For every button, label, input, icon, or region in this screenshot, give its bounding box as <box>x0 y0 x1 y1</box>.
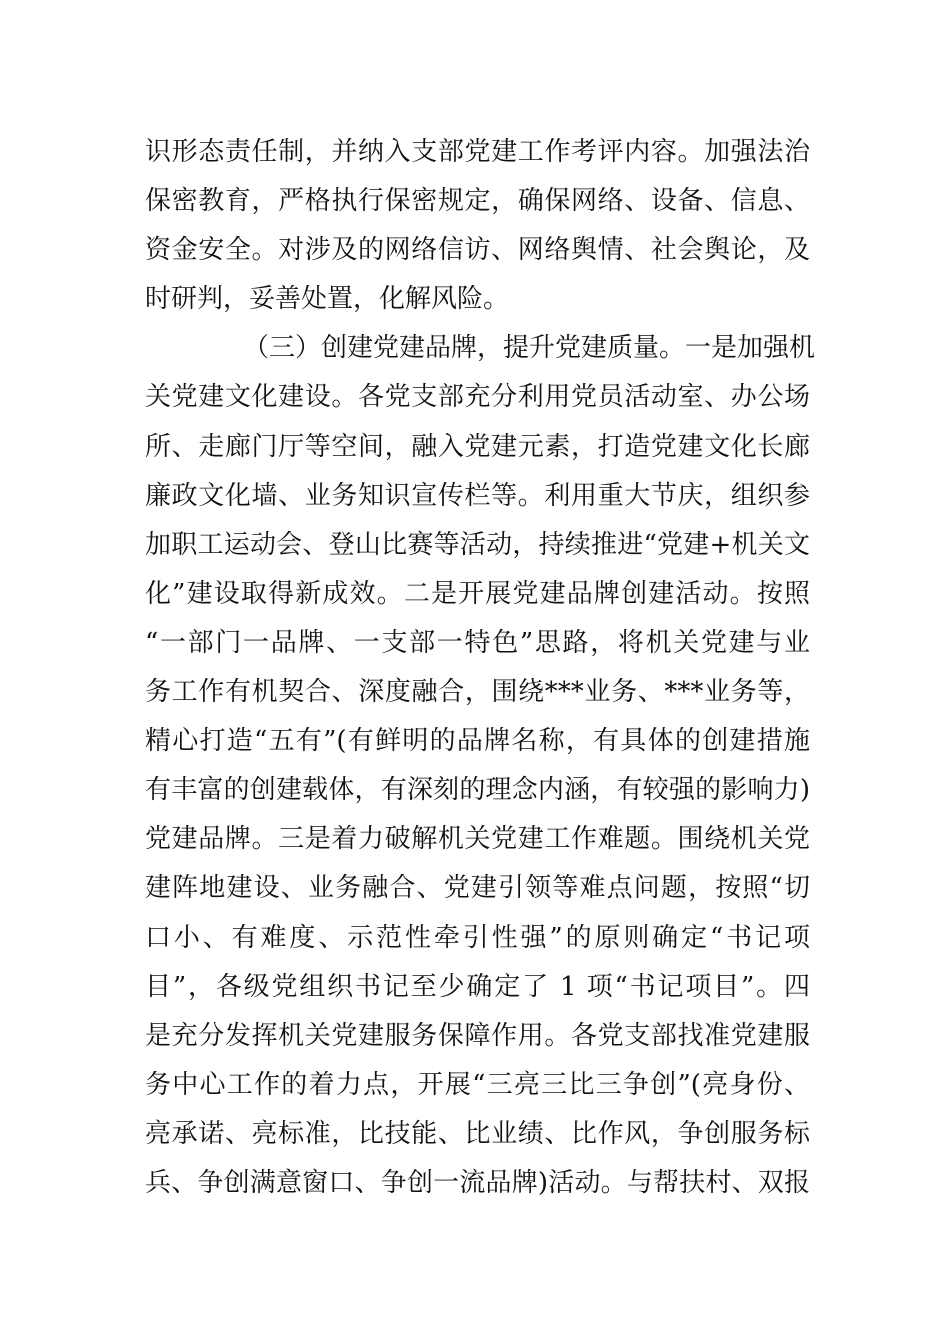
text-line: 关党建文化建设。各党支部充分利用党员活动室、办公场 <box>145 382 810 413</box>
text-line: 保密教育，严格执行保密规定，确保网络、设备、信息、 <box>145 186 810 217</box>
text-line: 党建品牌。三是着力破解机关党建工作难题。围绕机关党 <box>145 824 810 855</box>
section-heading-line: （三）创建党建品牌，提升党建质量。一是加强机 <box>243 333 816 364</box>
text-line: “一部门一品牌、一支部一特色”思路，将机关党建与业 <box>145 627 810 658</box>
text-line: 化”建设取得新成效。二是开展党建品牌创建活动。按照 <box>145 578 810 609</box>
body-text <box>145 128 816 1208</box>
text-line: 口小、有难度、示范性牵引性强”的原则确定“书记项 <box>145 922 810 953</box>
text-line: 务工作有机契合、深度融合，围绕***业务、***业务等， <box>145 677 810 708</box>
text-line: 精心打造“五有”(有鲜明的品牌名称，有具体的创建措施 <box>145 726 810 757</box>
text-line: 廉政文化墙、业务知识宣传栏等。利用重大节庆，组织参 <box>145 480 810 511</box>
text-line: 是充分发挥机关党建服务保障作用。各党支部找准党建服 <box>145 1020 810 1051</box>
text-line: 资金安全。对涉及的网络信访、网络舆情、社会舆论，及 <box>145 235 810 266</box>
text-line: 兵、争创满意窗口、争创一流品牌)活动。与帮扶村、双报 <box>145 1167 810 1198</box>
text-line: 建阵地建设、业务融合、党建引领等难点问题，按照“切 <box>145 873 810 904</box>
paragraph-end-line: 时研判，妥善处置，化解风险。 <box>145 284 510 315</box>
text-line: 所、走廊门厅等空间，融入党建元素，打造党建文化长廊 <box>145 431 810 462</box>
text-line: 加职工运动会、登山比赛等活动，持续推进“党建+机关文 <box>145 529 810 560</box>
text-line: 目”，各级党组织书记至少确定了 1 项“书记项目”。四 <box>145 971 810 1002</box>
text-line: 亮承诺、亮标准，比技能、比业绩、比作风，争创服务标 <box>145 1118 810 1149</box>
text-line: 识形态责任制，并纳入支部党建工作考评内容。加强法治 <box>145 137 810 167</box>
text-line: 有丰富的创建载体，有深刻的理念内涵，有较强的影响力) <box>145 775 810 806</box>
text-line: 务中心工作的着力点，开展“三亮三比三争创”(亮身份、 <box>145 1069 810 1100</box>
